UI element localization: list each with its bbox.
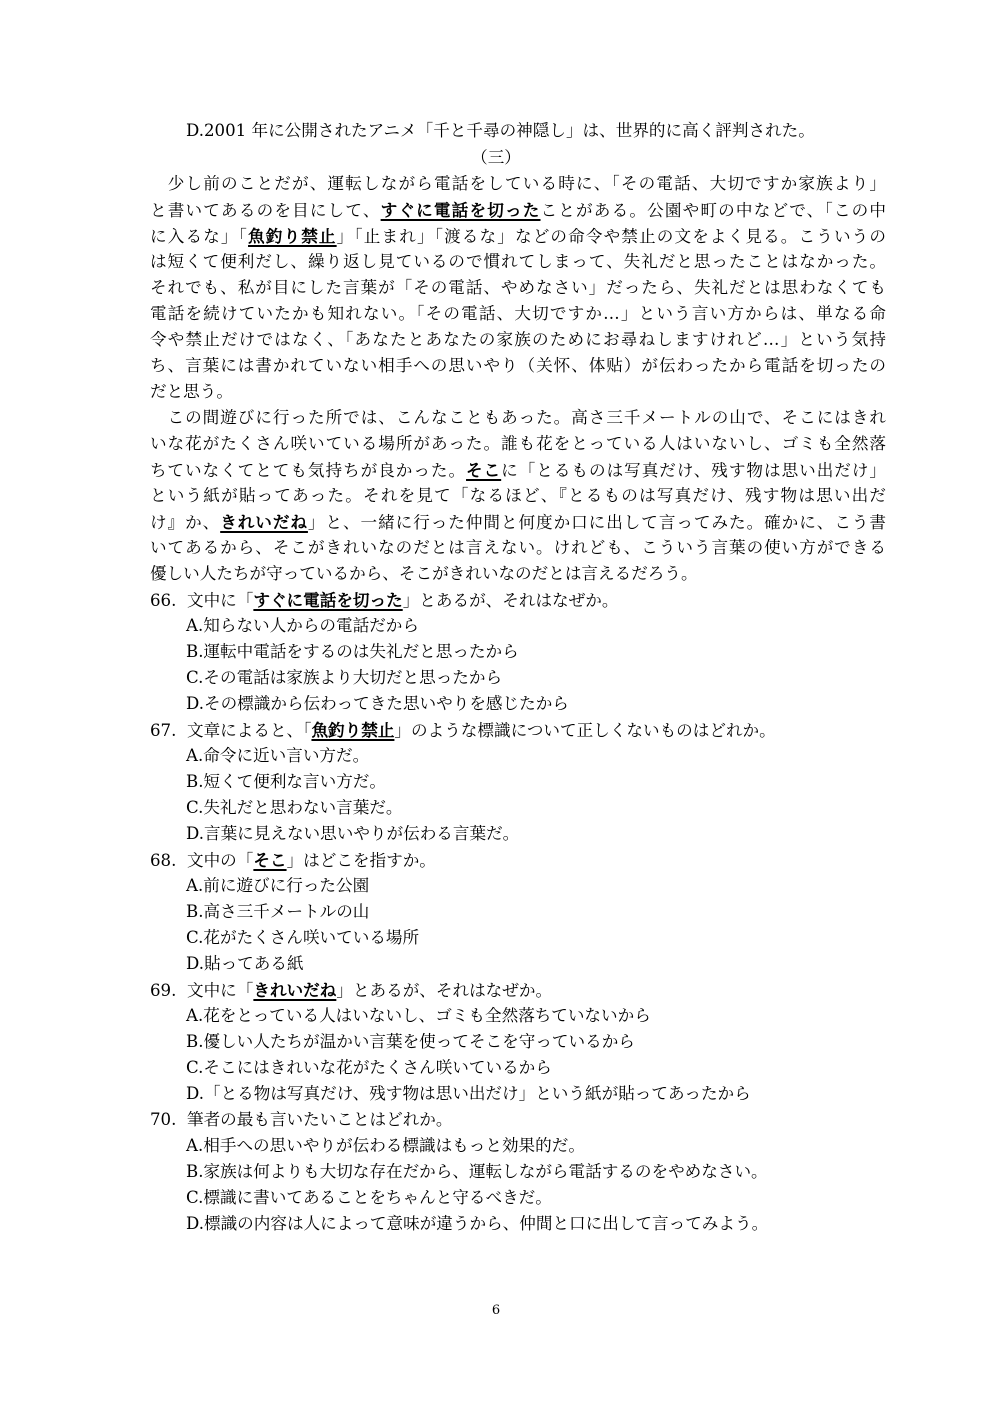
passage-line: け』か、きれいだね」と、一緒に行った仲間と何度か口に出して言ってみた。確かに、こう書 — [150, 512, 887, 532]
passage-line: は短くて便利だし、繰り返し見ているので慣れてしまって、失礼だと思ったことはなかった。 — [150, 252, 886, 271]
passage-line: だと思う。 — [150, 382, 233, 401]
passage-line: 電話を続けていたかも知れない。「その電話、大切ですか…」という言い方からは、単なる命 — [150, 304, 886, 323]
underlined-phrase: すぐに電話を切った — [253, 590, 403, 610]
question-68-stem: 68. 文中の「そこ」はどこを指すか。 — [150, 850, 436, 870]
option-68-a: A.前に遊びに行った公園 — [186, 876, 370, 895]
option-70-d: D.標識の内容は人によって意味が違うから、仲間と口に出して言ってみよう。 — [186, 1214, 769, 1233]
section-heading: （三） — [471, 148, 521, 167]
option-66-b: B.運転中電話をするのは失礼だと思ったから — [186, 642, 519, 661]
underlined-phrase: そこ — [466, 460, 502, 480]
question-number: 67. — [150, 721, 177, 740]
option-67-c: C.失礼だと思わない言葉だ。 — [186, 798, 403, 817]
passage-line: それでも、私が目にした言葉が「その電話、やめなさい」だったら、失礼だとは思わなくても — [150, 278, 886, 297]
question-number: 66. — [150, 591, 177, 610]
question-69-stem: 69. 文中に「きれいだね」とあるが、それはなぜか。 — [150, 980, 553, 1000]
question-67-stem: 67. 文章によると、「魚釣り禁止」のような標識について正しくないものはどれか。 — [150, 720, 776, 740]
option-69-a: A.花をとっている人はいないし、ゴミも全然落ちていないから — [186, 1006, 651, 1025]
previous-option-d: D.2001 年に公開されたアニメ「千と千尋の神隠し」は、世界的に高く評判された。 — [186, 121, 815, 140]
option-69-d: D.「とる物は写真だけ、残す物は思い出だけ」という紙が貼ってあったから — [186, 1084, 751, 1103]
question-number: 69. — [150, 981, 177, 1000]
underlined-phrase: すぐに電話を切った — [380, 200, 541, 220]
underlined-phrase: きれいだね — [220, 512, 308, 532]
passage-line: いな花がたくさん咲いている場所があった。誰も花をとっている人はいないし、ゴミも全然落 — [150, 434, 886, 453]
passage-line: 令や禁止だけではなく、「あなたとあなたの家族のためにお尋ねしますけれど…」という気持 — [150, 330, 886, 349]
passage-line: に入るな」「魚釣り禁止」「止まれ」「渡るな」などの命令や禁止の文をよく見る。こういうの — [150, 226, 886, 246]
option-66-a: A.知らない人からの電話だから — [186, 616, 419, 635]
option-69-b: B.優しい人たちが温かい言葉を使ってそこを守っているから — [186, 1032, 635, 1051]
question-number: 70. — [150, 1110, 177, 1129]
option-69-c: C.そこにはきれいな花がたくさん咲いているから — [186, 1058, 552, 1077]
option-67-b: B.短くて便利な言い方だ。 — [186, 772, 386, 791]
underlined-phrase: きれいだね — [253, 980, 337, 1000]
passage-line: ち、言葉には書かれていない相手への思いやり（关怀、体贴）が伝わったから電話を切ったの — [150, 356, 886, 375]
passage-line: ちていなくてとても気持ちが良かった。そこに「とるものは写真だけ、残す物は思い出だけ」 — [150, 460, 886, 480]
passage-line: この間遊びに行った所では、こんなこともあった。高さ三千メートルの山で、そこにはきれ — [150, 408, 886, 427]
question-70-stem: 70. 筆者の最も言いたいことはどれか。 — [150, 1110, 453, 1129]
option-66-d: D.その標識から伝わってきた思いやりを感じたから — [186, 694, 569, 713]
option-70-b: B.家族は何よりも大切な存在だから、運転しながら電話するのをやめなさい。 — [186, 1162, 768, 1181]
option-67-d: D.言葉に見えない思いやりが伝わる言葉だ。 — [186, 824, 520, 843]
underlined-phrase: 魚釣り禁止 — [248, 226, 337, 246]
option-67-a: A.命令に近い言い方だ。 — [186, 746, 370, 765]
question-66-stem: 66. 文中に「すぐに電話を切った」とあるが、それはなぜか。 — [150, 590, 619, 610]
option-70-a: A.相手への思いやりが伝わる標識はもっと効果的だ。 — [186, 1136, 585, 1155]
option-68-b: B.高さ三千メートルの山 — [186, 902, 370, 921]
underlined-phrase: そこ — [253, 850, 287, 870]
page-number: 6 — [491, 1303, 501, 1318]
option-70-c: C.標識に書いてあることをちゃんと守るべきだ。 — [186, 1188, 552, 1207]
option-68-d: D.貼ってある紙 — [186, 954, 304, 973]
passage-line: 優しい人たちが守っているから、そこがきれいなのだとは言えるだろう。 — [150, 564, 698, 583]
passage-line: 少し前のことだが、運転しながら電話をしている時に、「その電話、大切ですか家族より」 — [150, 174, 886, 193]
option-68-c: C.花がたくさん咲いている場所 — [186, 928, 420, 947]
underlined-phrase: 魚釣り禁止 — [311, 720, 395, 740]
passage-line: という紙が貼ってあった。それを見て「なるほど、『とるものは写真だけ、残す物は思い出だ — [150, 486, 886, 505]
option-66-c: C.その電話は家族より大切だと思ったから — [186, 668, 503, 687]
passage-line: と書いてあるのを目にして、すぐに電話を切ったことがある。公園や町の中などで、「この中 — [150, 200, 887, 220]
passage-line: いてあるから、そこがきれいなのだとは言えない。けれども、こういう言葉の使い方ができる — [150, 538, 886, 557]
question-number: 68. — [150, 851, 177, 870]
